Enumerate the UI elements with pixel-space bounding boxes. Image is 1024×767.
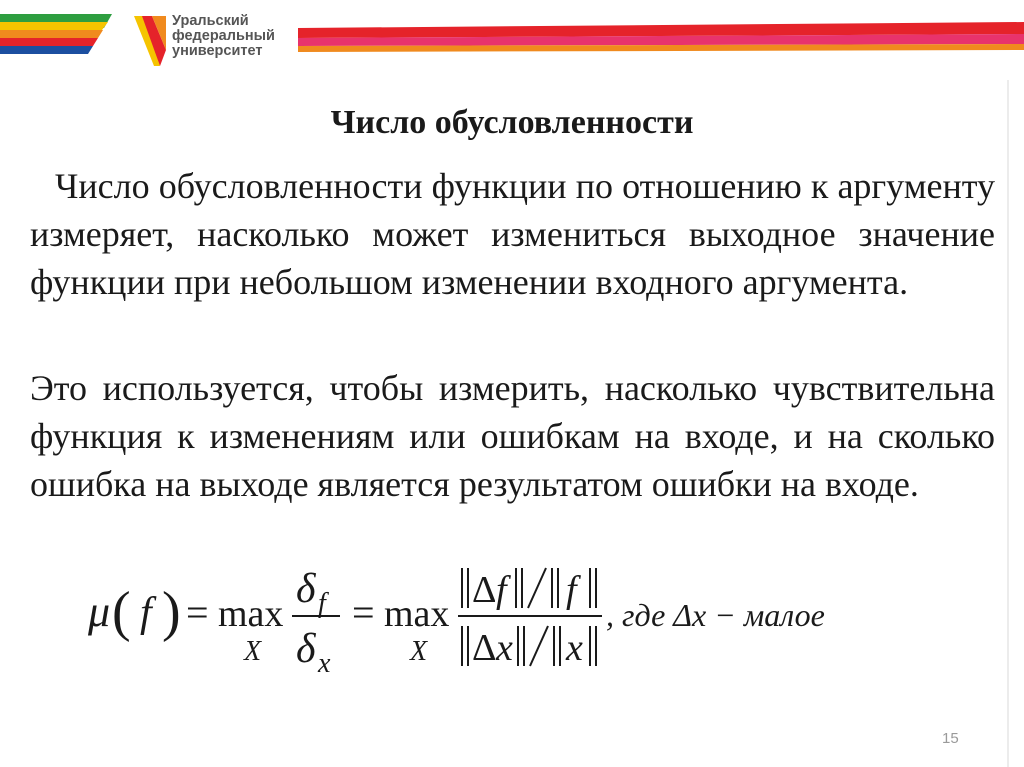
formula-eq-2: = <box>352 590 375 635</box>
paragraph-usage: Это используется, чтобы измерить, насколько чувствительна функция к изменениям или ошибкам на входе, и на сколько ошибка на выходе является результатом ошибки на входе. <box>30 368 995 504</box>
university-logo-text <box>172 14 275 59</box>
formula-f-arg: f <box>140 590 152 636</box>
condition-number-formula <box>0 560 1024 690</box>
urfu-logo-icon <box>134 16 166 66</box>
formula-f-num-1: f <box>496 569 507 611</box>
formula-x-den-1: x <box>496 627 513 669</box>
formula-suffix: , где Δx − малое <box>606 597 825 633</box>
formula-Delta-num: Δ <box>472 569 497 611</box>
formula-max-2: max <box>384 593 450 635</box>
header-banner <box>0 0 1024 80</box>
formula-f-num-2: f <box>566 569 577 611</box>
formula-denominator <box>462 626 596 669</box>
logo-line-3: университет <box>172 43 263 59</box>
left-stripes <box>0 14 112 54</box>
formula-paren-close: ) <box>162 581 181 643</box>
formula-Delta-den: Δ <box>472 627 497 669</box>
formula-x-den-2: x <box>566 627 583 669</box>
formula-max-1: max <box>218 593 284 635</box>
formula-delta-den-sub: x <box>318 648 331 679</box>
right-stripes <box>298 22 1024 52</box>
formula-paren-open: ( <box>112 581 131 643</box>
formula-max-sub-1: X <box>244 636 262 667</box>
slide-title: Число обусловленности <box>330 104 694 141</box>
formula-numerator <box>462 568 596 611</box>
page-number: 15 <box>942 730 959 747</box>
formula-eq-1: = <box>186 590 209 635</box>
formula-mu: μ <box>88 587 111 636</box>
formula-delta-num-sub: f <box>318 588 326 619</box>
paragraph-definition: Число обусловленности функции по отношению к аргументу измеряет, насколько может измениться выходное значение функции при небольшом изменении входного аргумента. <box>30 166 995 302</box>
logo-line-2: федеральный <box>172 28 275 44</box>
logo-line-1: Уральский <box>172 13 249 29</box>
formula-max-sub-2: X <box>410 636 428 667</box>
formula-delta-den: δ <box>296 626 316 672</box>
formula-delta-num: δ <box>296 566 316 612</box>
